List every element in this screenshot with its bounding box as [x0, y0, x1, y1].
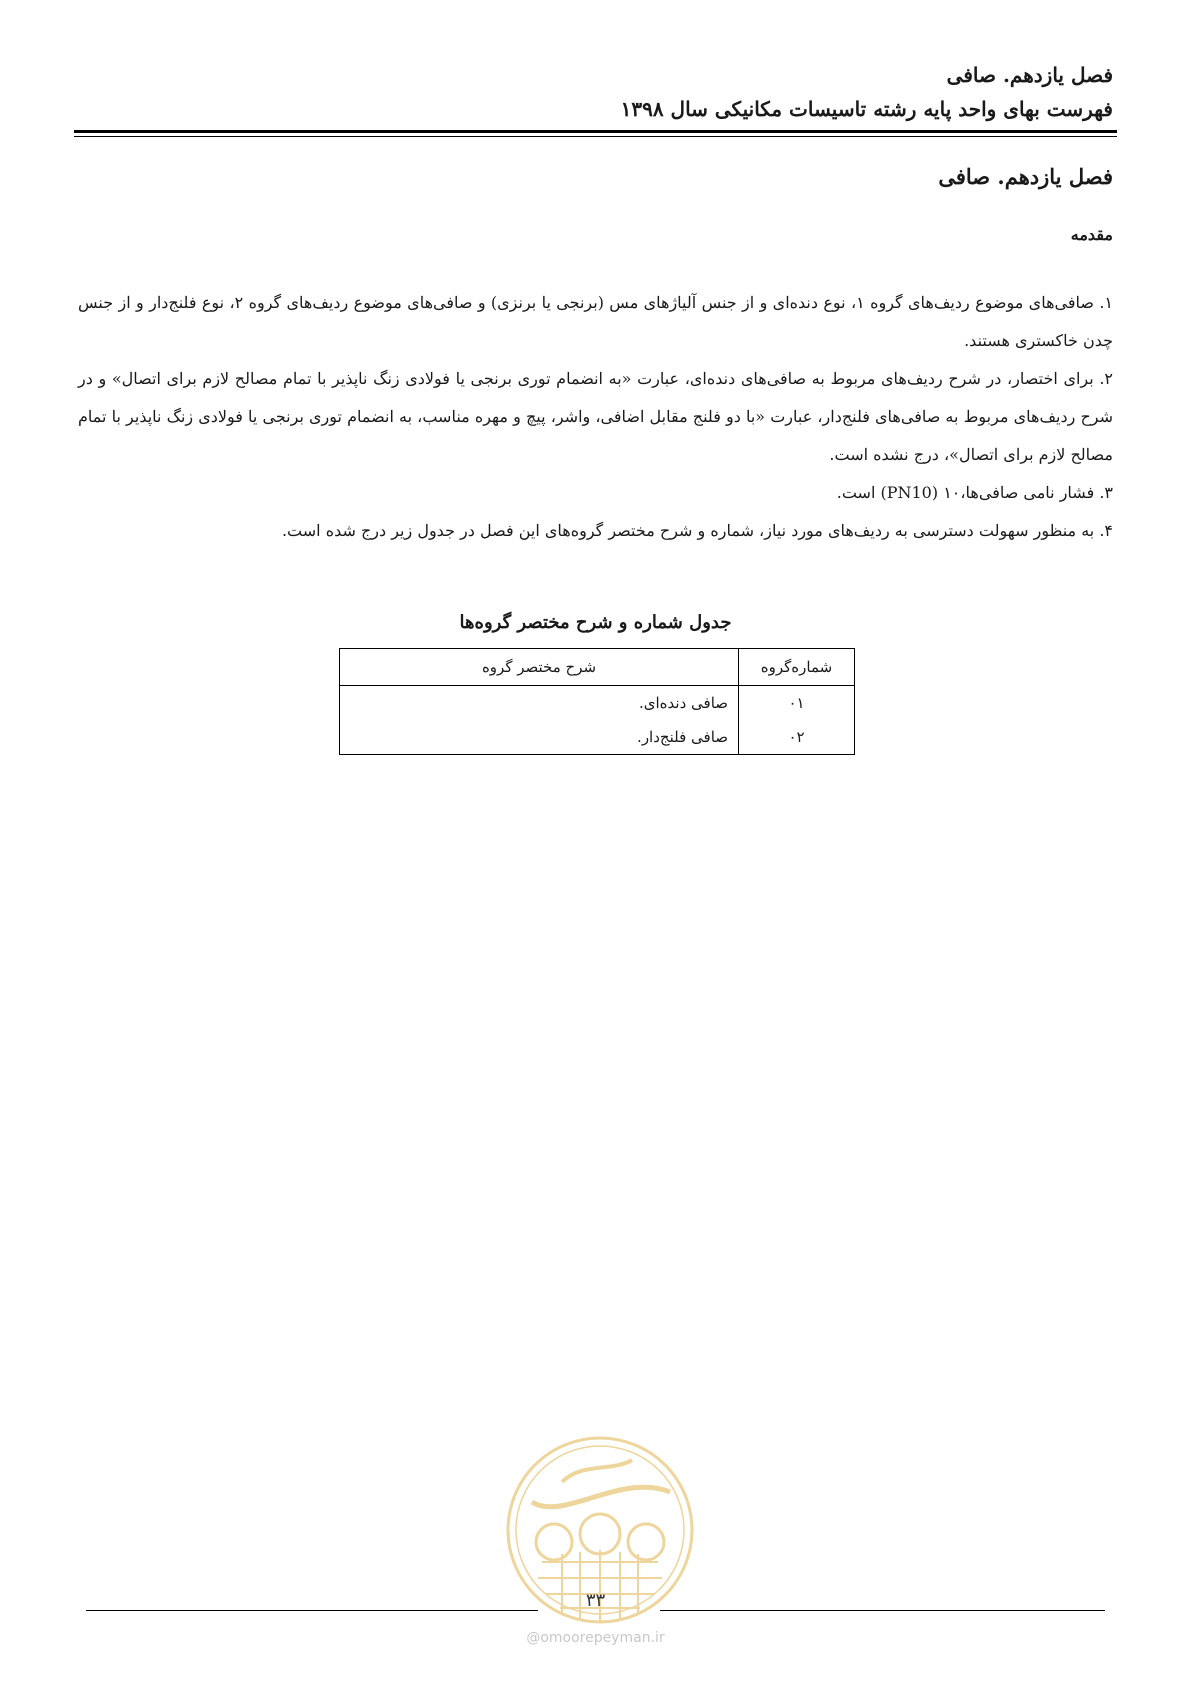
intro-title: مقدمه: [1070, 225, 1113, 244]
website-watermark: @omoorepeyman.ir: [526, 1630, 665, 1646]
paragraph-1: ۱. صافی‌های موضوع ردیف‌های گروه ۱، نوع دنده‌ای و از جنس آلیاژهای مس (برنجی یا برنزی) و صافی‌های موضوع ردیف‌های گروه ۲، نوع فلنج‌دار و از جنس چدن خاکستری هستند.: [78, 293, 1114, 350]
header-rule-thick: [74, 130, 1117, 133]
group-description-cell: صافی فلنج‌دار.: [340, 720, 739, 755]
header-rule-thin: [74, 136, 1117, 137]
table-row: [340, 720, 855, 755]
paragraph-3: ۳. فشار نامی صافی‌ها،۱۰ (PN10) است.: [836, 483, 1113, 502]
intro-paragraphs: [78, 284, 1113, 550]
table-header-row: [340, 649, 855, 686]
section-title: فصل یازدهم. صافی: [938, 164, 1113, 189]
table-title: جدول شماره و شرح مختصر گروه‌ها: [459, 612, 732, 633]
header-group-number: شماره‌گروه: [739, 649, 855, 686]
header-chapter: فصل یازدهم. صافی: [946, 63, 1113, 87]
table-row: [340, 686, 855, 721]
page-number: ۳۳: [585, 1590, 606, 1611]
group-number-cell: ۰۱: [739, 686, 855, 721]
header-group-description: شرح مختصر گروه: [340, 649, 739, 686]
paragraph-2: ۲. برای اختصار، در شرح ردیف‌های مربوط به صافی‌های دنده‌ای، عبارت «به انضمام توری برنجی یا فولادی زنگ ناپذیر با تمام مصالح لازم برای اتصال» و در شرح ردیف‌های مربوط به صافی‌های فلنج‌دار، عبارت «با دو فلنج مقابل اضافی، واشر، پیچ و مهره مناسب، به انضمام توری برنجی یا فولادی زنگ ناپذیر با تمام مصالح لازم برای اتصال»، درج نشده است.: [78, 369, 1114, 464]
paragraph-4: ۴. به منظور سهولت دسترسی به ردیف‌های مورد نیاز، شماره و شرح مختصر گروه‌های این فصل در جدول زیر درج شده است.: [281, 521, 1113, 540]
group-description-cell: صافی دنده‌ای.: [340, 686, 739, 721]
groups-table: [339, 648, 855, 755]
header-book-title: فهرست بهای واحد پایه رشته تاسیسات مکانیکی سال ۱۳۹۸: [620, 97, 1113, 121]
group-number-cell: ۰۲: [739, 720, 855, 755]
page-header: [78, 58, 1113, 126]
